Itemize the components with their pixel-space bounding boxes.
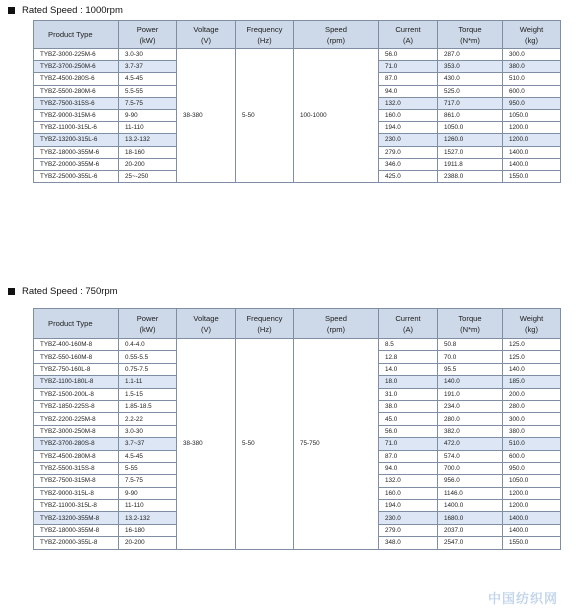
torque-cell: 1527.0	[438, 146, 503, 158]
power-cell: 5.5-55	[119, 85, 177, 97]
torque-cell: 2037.0	[438, 524, 503, 536]
column-header	[236, 21, 294, 49]
product-type-cell: TYBZ-13200-315L-6	[34, 134, 119, 146]
weight-cell: 125.0	[503, 339, 561, 351]
column-header	[34, 309, 119, 339]
weight-cell: 140.0	[503, 363, 561, 375]
speed-cell: 100-1000	[294, 49, 379, 183]
torque-cell: 287.0	[438, 49, 503, 61]
product-type-cell: TYBZ-9000-315L-8	[34, 487, 119, 499]
power-cell: 3.0-30	[119, 425, 177, 437]
column-header-label: Voltage	[193, 313, 219, 323]
product-type-cell: TYBZ-20000-355L-8	[34, 537, 119, 549]
column-header-label: Current	[395, 313, 421, 323]
weight-cell: 600.0	[503, 85, 561, 97]
torque-cell: 50.8	[438, 339, 503, 351]
section-title-1000rpm	[8, 5, 123, 16]
power-cell: 9-90	[119, 109, 177, 121]
product-type-cell: TYBZ-11000-315L-8	[34, 500, 119, 512]
power-cell: 0.75-7.5	[119, 363, 177, 375]
current-cell: 425.0	[379, 170, 438, 182]
watermark-logo: 中国纺织网	[487, 591, 558, 606]
torque-cell: 1050.0	[438, 122, 503, 134]
torque-cell: 140.0	[438, 376, 503, 388]
table-header-row	[34, 21, 561, 49]
weight-cell: 1400.0	[503, 512, 561, 524]
weight-cell: 510.0	[503, 73, 561, 85]
torque-cell: 1260.0	[438, 134, 503, 146]
column-header	[438, 21, 503, 49]
torque-cell: 525.0	[438, 85, 503, 97]
power-cell: 20-200	[119, 158, 177, 170]
current-cell: 194.0	[379, 122, 438, 134]
torque-cell: 353.0	[438, 61, 503, 73]
weight-cell: 1200.0	[503, 122, 561, 134]
power-cell: 9-90	[119, 487, 177, 499]
power-cell: 3.0-30	[119, 49, 177, 61]
current-cell: 94.0	[379, 85, 438, 97]
column-header-unit: (A)	[402, 35, 414, 45]
square-bullet-icon	[8, 7, 15, 14]
table-header-row	[34, 309, 561, 339]
column-header-unit: (rpm)	[326, 324, 346, 334]
column-header	[34, 21, 119, 49]
table-row	[34, 49, 561, 61]
power-cell: 1.1-11	[119, 376, 177, 388]
column-header-label: Power	[136, 24, 159, 34]
column-header-label: Voltage	[193, 24, 219, 34]
torque-cell: 430.0	[438, 73, 503, 85]
torque-cell: 956.0	[438, 475, 503, 487]
column-header-unit: (rpm)	[326, 35, 346, 45]
weight-cell: 1550.0	[503, 537, 561, 549]
weight-cell: 950.0	[503, 462, 561, 474]
power-cell: 0.4-4.0	[119, 339, 177, 351]
torque-cell: 717.0	[438, 97, 503, 109]
current-cell: 8.5	[379, 339, 438, 351]
current-cell: 38.0	[379, 400, 438, 412]
current-cell: 18.0	[379, 376, 438, 388]
current-cell: 12.8	[379, 351, 438, 363]
weight-cell: 300.0	[503, 49, 561, 61]
weight-cell: 1400.0	[503, 158, 561, 170]
torque-cell: 1400.0	[438, 500, 503, 512]
section-title-text: Rated Speed : 1000rpm	[22, 5, 123, 16]
spec-table-1000rpm	[33, 20, 561, 183]
current-cell: 71.0	[379, 438, 438, 450]
weight-cell: 280.0	[503, 400, 561, 412]
column-header	[119, 309, 177, 339]
product-type-cell: TYBZ-3700-280S-8	[34, 438, 119, 450]
product-type-cell: TYBZ-4500-280S-6	[34, 73, 119, 85]
product-type-cell: TYBZ-25000-355L-6	[34, 170, 119, 182]
product-type-cell: TYBZ-3000-250M-8	[34, 425, 119, 437]
voltage-cell: 38-380	[177, 49, 236, 183]
torque-cell: 95.5	[438, 363, 503, 375]
frequency-cell: 5-50	[236, 339, 294, 550]
column-header	[379, 309, 438, 339]
current-cell: 87.0	[379, 450, 438, 462]
column-header	[503, 309, 561, 339]
weight-cell: 1050.0	[503, 475, 561, 487]
power-cell: 16-180	[119, 524, 177, 536]
column-header-label: Speed	[325, 24, 347, 34]
column-header-label: Current	[395, 24, 421, 34]
column-header	[294, 21, 379, 49]
product-type-cell: TYBZ-7500-315M-8	[34, 475, 119, 487]
column-header	[177, 309, 236, 339]
torque-cell: 861.0	[438, 109, 503, 121]
section-title-750rpm	[8, 286, 118, 297]
current-cell: 56.0	[379, 425, 438, 437]
column-header	[236, 309, 294, 339]
torque-cell: 1146.0	[438, 487, 503, 499]
current-cell: 230.0	[379, 134, 438, 146]
column-header-label: Torque	[458, 24, 482, 34]
frequency-cell: 5-50	[236, 49, 294, 183]
current-cell: 194.0	[379, 500, 438, 512]
current-cell: 279.0	[379, 146, 438, 158]
power-cell: 1.5-15	[119, 388, 177, 400]
product-type-cell: TYBZ-11000-315L-6	[34, 122, 119, 134]
current-cell: 132.0	[379, 475, 438, 487]
product-type-cell: TYBZ-5500-280M-6	[34, 85, 119, 97]
square-bullet-icon	[8, 288, 15, 295]
product-type-cell: TYBZ-3000-225M-6	[34, 49, 119, 61]
torque-cell: 382.0	[438, 425, 503, 437]
current-cell: 348.0	[379, 537, 438, 549]
current-cell: 160.0	[379, 109, 438, 121]
product-type-cell: TYBZ-1850-225S-8	[34, 400, 119, 412]
torque-cell: 2547.0	[438, 537, 503, 549]
torque-cell: 1680.0	[438, 512, 503, 524]
torque-cell: 574.0	[438, 450, 503, 462]
weight-cell: 1200.0	[503, 500, 561, 512]
column-header-label: Product Type	[48, 30, 93, 39]
current-cell: 31.0	[379, 388, 438, 400]
current-cell: 56.0	[379, 49, 438, 61]
current-cell: 45.0	[379, 413, 438, 425]
weight-cell: 1400.0	[503, 524, 561, 536]
column-header-unit: (N*m)	[460, 324, 480, 334]
current-cell: 71.0	[379, 61, 438, 73]
torque-cell: 472.0	[438, 438, 503, 450]
power-cell: 3.7~37	[119, 438, 177, 450]
column-header-label: Weight	[519, 313, 544, 323]
torque-cell: 280.0	[438, 413, 503, 425]
weight-cell: 125.0	[503, 351, 561, 363]
power-cell: 13.2-132	[119, 512, 177, 524]
column-header-label: Weight	[519, 24, 544, 34]
weight-cell: 1200.0	[503, 134, 561, 146]
power-cell: 18-160	[119, 146, 177, 158]
column-header	[119, 21, 177, 49]
weight-cell: 185.0	[503, 376, 561, 388]
current-cell: 94.0	[379, 462, 438, 474]
weight-cell: 950.0	[503, 97, 561, 109]
power-cell: 20-200	[119, 537, 177, 549]
column-header-unit: (kW)	[139, 324, 156, 334]
table-row	[34, 339, 561, 351]
column-header-label: Product Type	[48, 319, 93, 328]
power-cell: 2.2-22	[119, 413, 177, 425]
weight-cell: 1200.0	[503, 487, 561, 499]
current-cell: 87.0	[379, 73, 438, 85]
column-header-unit: (N*m)	[460, 35, 480, 45]
product-type-cell: TYBZ-4500-280M-8	[34, 450, 119, 462]
power-cell: 4.5-45	[119, 73, 177, 85]
voltage-cell: 38-380	[177, 339, 236, 550]
current-cell: 132.0	[379, 97, 438, 109]
column-header-unit: (V)	[200, 35, 212, 45]
weight-cell: 1400.0	[503, 146, 561, 158]
column-header-unit: (Hz)	[257, 35, 272, 45]
power-cell: 11-110	[119, 122, 177, 134]
column-header-label: Frequency	[246, 24, 283, 34]
torque-cell: 191.0	[438, 388, 503, 400]
power-cell: 7.5-75	[119, 97, 177, 109]
weight-cell: 200.0	[503, 388, 561, 400]
column-header-label: Torque	[458, 313, 482, 323]
product-type-cell: TYBZ-7500-315S-6	[34, 97, 119, 109]
weight-cell: 300.0	[503, 413, 561, 425]
power-cell: 25~-250	[119, 170, 177, 182]
torque-cell: 2388.0	[438, 170, 503, 182]
power-cell: 11-110	[119, 500, 177, 512]
section-title-text: Rated Speed : 750rpm	[22, 286, 118, 297]
column-header-label: Speed	[325, 313, 347, 323]
current-cell: 14.0	[379, 363, 438, 375]
weight-cell: 380.0	[503, 425, 561, 437]
torque-cell: 700.0	[438, 462, 503, 474]
column-header-unit: (kW)	[139, 35, 156, 45]
weight-cell: 1550.0	[503, 170, 561, 182]
torque-cell: 234.0	[438, 400, 503, 412]
spec-table-750rpm	[33, 308, 561, 550]
torque-cell: 70.0	[438, 351, 503, 363]
power-cell: 13.2-132	[119, 134, 177, 146]
column-header-label: Frequency	[246, 313, 283, 323]
product-type-cell: TYBZ-13200-355M-8	[34, 512, 119, 524]
current-cell: 160.0	[379, 487, 438, 499]
product-type-cell: TYBZ-1100-180L-8	[34, 376, 119, 388]
column-header	[438, 309, 503, 339]
product-type-cell: TYBZ-9000-315M-6	[34, 109, 119, 121]
product-type-cell: TYBZ-550-160M-8	[34, 351, 119, 363]
product-type-cell: TYBZ-2200-225M-8	[34, 413, 119, 425]
column-header	[177, 21, 236, 49]
product-type-cell: TYBZ-18000-355M-6	[34, 146, 119, 158]
column-header	[294, 309, 379, 339]
product-type-cell: TYBZ-1500-200L-8	[34, 388, 119, 400]
product-type-cell: TYBZ-400-160M-8	[34, 339, 119, 351]
column-header-unit: (V)	[200, 324, 212, 334]
power-cell: 7.5-75	[119, 475, 177, 487]
column-header-unit: (Hz)	[257, 324, 272, 334]
weight-cell: 1050.0	[503, 109, 561, 121]
column-header	[379, 21, 438, 49]
column-header	[503, 21, 561, 49]
power-cell: 5-55	[119, 462, 177, 474]
product-type-cell: TYBZ-750-160L-8	[34, 363, 119, 375]
power-cell: 0.55-5.5	[119, 351, 177, 363]
column-header-unit: (A)	[402, 324, 414, 334]
weight-cell: 600.0	[503, 450, 561, 462]
power-cell: 4.5-45	[119, 450, 177, 462]
power-cell: 1.85-18.5	[119, 400, 177, 412]
power-cell: 3.7-37	[119, 61, 177, 73]
current-cell: 230.0	[379, 512, 438, 524]
column-header-unit: (kg)	[524, 35, 539, 45]
product-type-cell: TYBZ-5500-315S-8	[34, 462, 119, 474]
speed-cell: 75-750	[294, 339, 379, 550]
column-header-unit: (kg)	[524, 324, 539, 334]
product-type-cell: TYBZ-20000-355M-6	[34, 158, 119, 170]
weight-cell: 510.0	[503, 438, 561, 450]
current-cell: 346.0	[379, 158, 438, 170]
current-cell: 279.0	[379, 524, 438, 536]
product-type-cell: TYBZ-18000-355M-8	[34, 524, 119, 536]
weight-cell: 380.0	[503, 61, 561, 73]
column-header-label: Power	[136, 313, 159, 323]
product-type-cell: TYBZ-3700-250M-6	[34, 61, 119, 73]
torque-cell: 1911.8	[438, 158, 503, 170]
